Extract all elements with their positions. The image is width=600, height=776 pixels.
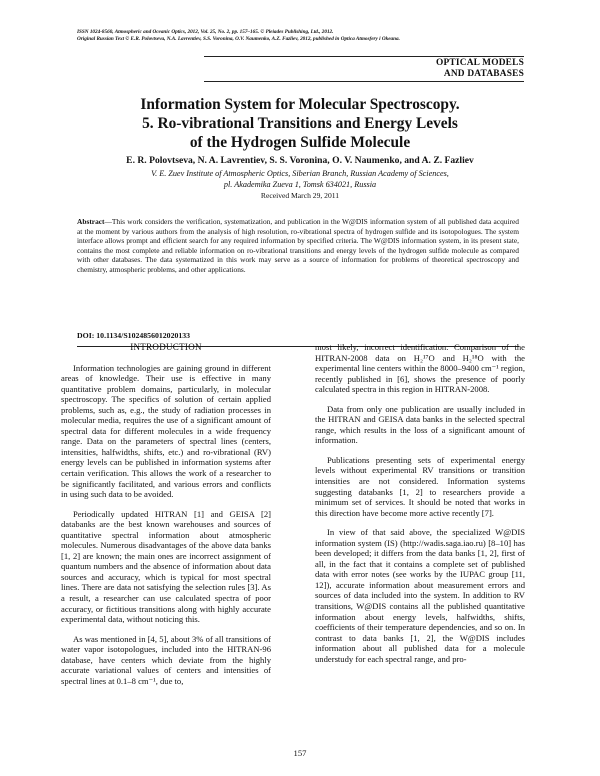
affiliation-line-2: pl. Akademika Zueva 1, Tomsk 634021, Russia <box>223 179 377 189</box>
received-date: Received March 29, 2011 <box>260 191 340 200</box>
title-line-3: of the Hydrogen Sulfide Molecule <box>189 134 411 151</box>
left-column <box>61 342 271 695</box>
title-line-2: 5. Ro-vibrational Transitions and Energy Levels <box>142 115 458 132</box>
abstract-text: —This work considers the verification, systematization, and publication in the W@DIS information system of all published data acquired at the moment by various authors from the analysis of high resolution, ro-vibrational spectra of hydrogen sulfide and its isotopologues. The system interface allows prompt and efficient search for any required information by specified criteria. The W@DIS information system, in its present state, contains the most complete and reliable information on ro-vibrational transitions and energy levels of the hydrogen sulfide molecule as compared with other databases. The data systematized in this work may serve as a source of information for problems of theoretical spectroscopy and chemistry, atmospheric problems, and other applications. <box>77 217 519 274</box>
section-rule-top <box>204 56 524 57</box>
header-issn-line: ISSN 1024-8560, Atmospheric and Oceanic Optics, 2012, Vol. 25, No. 2, pp. 157–165. © Pleiades Publishing, Ltd., 2012. <box>77 29 334 35</box>
page-number: 157 <box>293 748 307 758</box>
abstract <box>77 217 519 274</box>
left-paragraph-2: Periodically updated HITRAN [1] and GEISA [2] databanks are the best known warehouses and sources of quantitative spectral information about atmospheric molecules. Numerous disadvantages of the above data banks [1, 2] are known; the main ones are incorrect assignment of quantum numbers and the absence of information about data sources and accuracy, which is typical for most spectral lines. There are data not satisfying the selection rules [3]. As a result, a researcher can use calculated spectra of poor accuracy, or fictitious transitions along with highly accurate experimental data, without noticing this. <box>61 508 271 625</box>
right-column <box>315 342 525 673</box>
section-label-line1: OPTICAL MODELS <box>436 58 524 68</box>
left-paragraph-1: Information technologies are gaining ground in different areas of knowledge. Their use is effective in many quantitative problem domains, particularly, in molecular spectroscopy. The specifics of solution of certain applied problems, such as, e.g., the study of radiation processes in molecular media, requires the use of a significant amount of spectral data for different molecules in a wide frequency range. Data on the parameters of spectral lines (centers, intensities, halfwidths, shifts, etc.) and ro-vibrational (RV) energy levels can be published in information systems after certain verification. This allows the work of a researcher to be significantly facilitated, and various errors and conflicts in using such data to be avoided. <box>61 362 271 500</box>
right-paragraph-4: In view of that said above, the specialized W@DIS information system (IS) (http://wadis.saga.iao.ru) [8–10] has been developed; it differs from the data banks [1, 2], first of all, in the fact that it contains a complete set of published data with error notes (see works by the IUPAC group [11, 12]), accurate information about measurement errors and sources of data included into the system. In addition to RV transitions, W@DIS contains all the published quantitative information about energy levels, halfwidths, shifts, coefficients of their temperature dependencies, and so on. In contrast to data banks [1, 2], the W@DIS includes information about all published data for a molecule understudy for each spectral range, and pro- <box>315 527 525 664</box>
right-paragraph-1: most likely, incorrect identification. Comparison of the HITRAN-2008 data on H₂¹⁷O and H₂¹⁸O with the experimental line centers within the 8000–9400 cm⁻¹ region, recently published in [6], shows the presence of poorly calculated spectra in this region in HITRAN-2008. <box>315 342 525 395</box>
intro-heading: INTRODUCTION <box>130 342 202 352</box>
section-label-line2: AND DATABASES <box>443 69 524 79</box>
right-paragraph-3: Publications presenting sets of experimental energy levels without experimental RV transitions or transition intensities are not considered. Information systems suggesting databanks [1, 2] to researchers provide a minimum set of services. It should be noted that works in this direction have become more active recently [7]. <box>315 454 525 518</box>
section-rule-bottom <box>204 81 524 82</box>
running-header <box>77 29 537 43</box>
article-title <box>60 95 540 152</box>
doi: DOI: 10.1134/S1024856012020133 <box>77 331 191 340</box>
header-original-text-line: Original Russian Text © E.R. Polovtseva, N.A. Lavrentiev, S.S. Voronina, O.V. Naumenko, A.Z. Fazliev, 2012, published in Optica Atmosfery i Okeana. <box>77 36 400 42</box>
abstract-label: Abstract <box>77 217 105 226</box>
author-list: E. R. Polovtseva, N. A. Lavrentiev, S. S. Voronina, O. V. Naumenko, and A. Z. Fazliev <box>126 155 474 166</box>
left-paragraph-3: As was mentioned in [4, 5], about 3% of all transitions of water vapor isotopologues, included into the HITRAN-96 database, have centers which deviate from the highly accurate variational values of centers and intensities of spectral lines at 0.1–8 cm⁻¹, due to, <box>61 633 271 686</box>
right-paragraph-2: Data from only one publication are usually included in the HITRAN and GEISA data banks in the selected spectral range, which results in the loss of a significant amount of information. <box>315 403 525 446</box>
affiliation-line-1: V. E. Zuev Institute of Atmospheric Optics, Siberian Branch, Russian Academy of Sciences, <box>151 169 449 178</box>
affiliation <box>60 169 540 190</box>
title-line-1: Information System for Molecular Spectroscopy. <box>140 96 460 113</box>
